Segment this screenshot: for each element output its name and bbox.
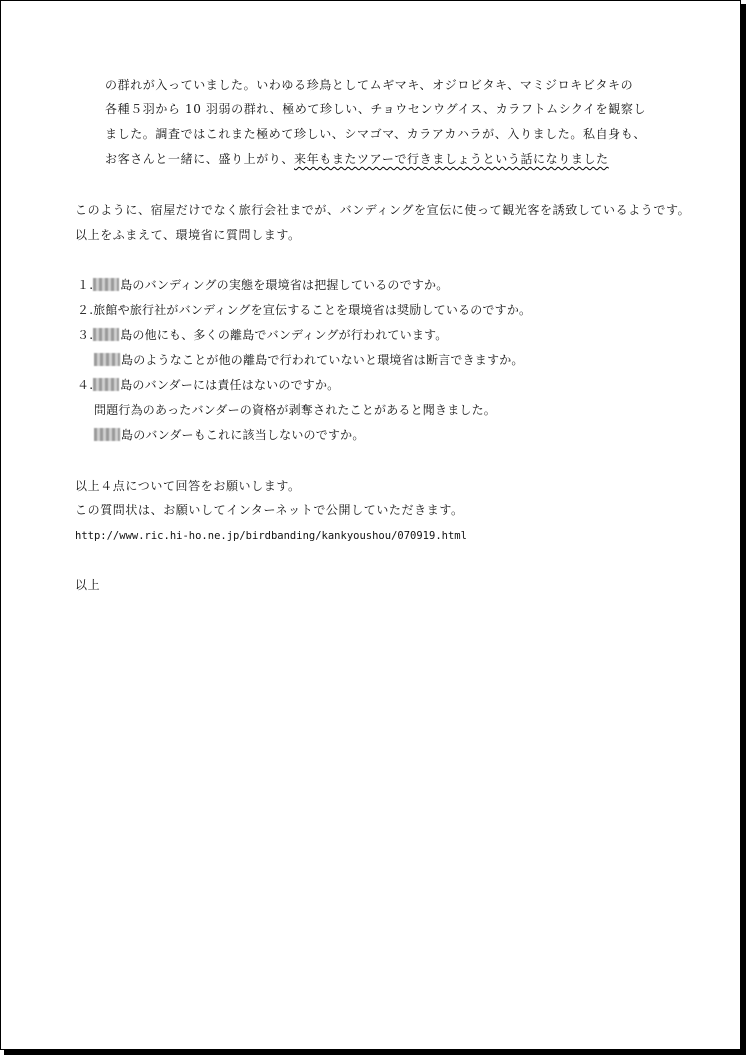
question-4-sub-2 <box>94 427 365 443</box>
closing-line-1: 以上４点について回答をお願いします。 <box>75 479 301 493</box>
question-number: ４. <box>77 378 94 392</box>
quote-line-1: の群れが入っていました。いわゆる珍鳥としてムギマキ、オジロビタキ、マミジロキビタキの <box>105 78 634 92</box>
redacted-name <box>94 428 120 441</box>
question-text: 島のバンディングの実態を環境省は把握しているのですか。 <box>120 278 449 292</box>
question-3 <box>77 327 447 343</box>
question-4-sub-1: 問題行為のあったバンダーの資格が剥奪されたことがあると聞きました。 <box>94 403 497 417</box>
question-text: 島のようなことが他の離島で行われていないと環境省は断言できますか。 <box>121 353 524 367</box>
quote-line-4 <box>105 151 609 167</box>
question-2 <box>77 302 531 318</box>
quote-line-2: 各種５羽から 10 羽弱の群れ、極めて珍しい、チョウセンウグイス、カラフトムシクイを観察し <box>105 102 647 116</box>
page-shadow <box>4 1050 746 1055</box>
question-text: 旅館や旅行社がバンディングを宣伝することを環境省は奨励しているのですか。 <box>93 303 532 317</box>
quote-highlight: 来年もまたツアーで行きましょうという話になりました <box>294 152 609 166</box>
question-4 <box>77 377 339 393</box>
reference-url[interactable]: http://www.ric.hi-ho.ne.jp/birdbanding/kankyoushou/070919.html <box>75 530 467 542</box>
redacted-name <box>93 328 119 341</box>
closing-end: 以上 <box>75 578 101 592</box>
intro-line-2: 以上をふまえて、環境省に質問します。 <box>75 228 301 242</box>
question-number: ３. <box>77 328 94 342</box>
closing-line-2: この質問状は、お願いしてインターネットで公開していただきます。 <box>75 503 464 517</box>
intro-line-1: このように、宿屋だけでなく旅行会社までが、バンディングを宣伝に使って観光客を誘致しているようです。 <box>75 203 691 217</box>
redacted-name <box>93 278 119 291</box>
question-number: １. <box>77 278 94 292</box>
quote-line-3: ました。調査ではこれまた極めて珍しい、シマゴマ、カラアカハラが、入りました。私自身も、 <box>105 127 646 141</box>
question-text: 島のバンダーもこれに該当しないのですか。 <box>121 428 365 442</box>
question-text: 島のバンダーには責任はないのですか。 <box>120 378 340 392</box>
page-shadow <box>741 4 746 1054</box>
question-number: ２. <box>77 303 94 317</box>
question-1 <box>77 277 448 293</box>
quote-line-4-text: お客さんと一緒に、盛り上がり、 <box>105 152 295 166</box>
redacted-name <box>94 353 120 366</box>
redacted-name <box>93 378 119 391</box>
question-3-sub <box>94 352 524 368</box>
question-text: 島の他にも、多くの離島でバンディングが行われています。 <box>120 328 448 342</box>
